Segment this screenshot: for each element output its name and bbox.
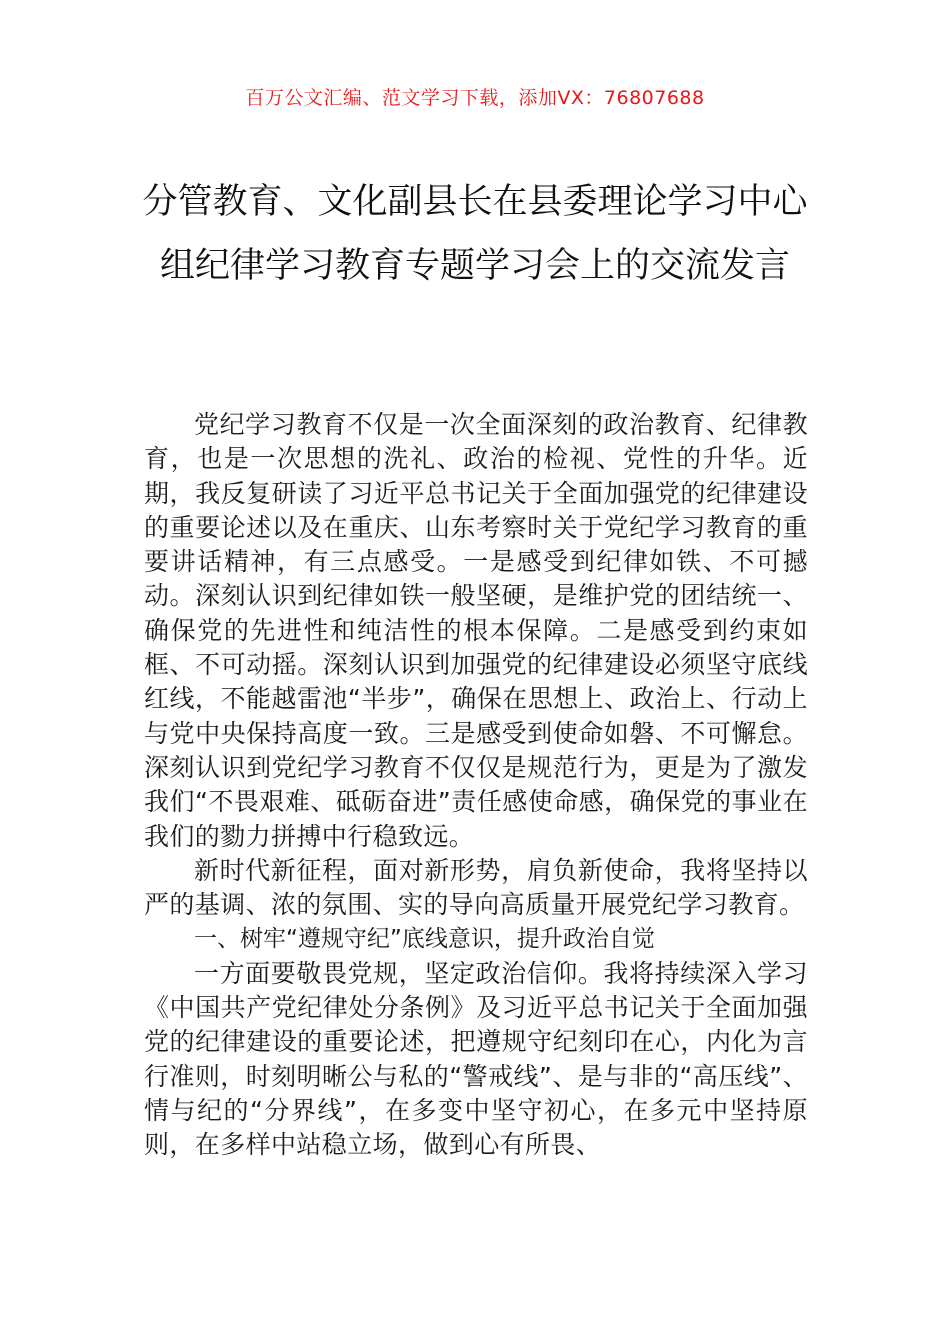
section-heading-1: 一、树牢“遵规守纪”底线意识，提升政治自觉 (194, 926, 655, 953)
paragraph-section-1: 一方面要敬畏党规，坚定政治信仰。我将持续深入学习《中国共产党纪律处分条例》及习近平总书记关于全面加强党的纪律建设的重要论述，把遵规守纪刻印在心，内化为言行准则，时刻明晰公与私的“警戒线”、是与非的“高压线”、情与纪的“分界线”，在多变中坚守初心，在多元中坚持原则，在多样中站稳立场，做到心有所畏、 (144, 958, 808, 1160)
document-body (144, 408, 808, 1163)
paragraph-new-era: 新时代新征程，面对新形势，肩负新使命，我将坚持以严的基调、浓的氛围、实的导向高质量开展党纪学习教育。 (144, 855, 808, 920)
document-title: 分管教育、文化副县长在县委理论学习中心组纪律学习教育专题学习会上的交流发言 (142, 182, 808, 286)
header-promo-note: 百万公文汇编、范文学习下载，添加VX：76807688 (245, 87, 705, 109)
paragraph-intro: 党纪学习教育不仅是一次全面深刻的政治教育、纪律教育，也是一次思想的洗礼、政治的检视、党性的升华。近期，我反复研读了习近平总书记关于全面加强党的纪律建设的重要论述以及在重庆、山东考察时关于党纪学习教育的重要讲话精神，有三点感受。一是感受到纪律如铁、不可撼动。深刻认识到纪律如铁一般坚硬，是维护党的团结统一、确保党的先进性和纯洁性的根本保障。二是感受到约束如框、不可动摇。深刻认识到加强党的纪律建设必须坚守底线红线，不能越雷池“半步”，确保在思想上、政治上、行动上与党中央保持高度一致。三是感受到使命如磐、不可懈怠。深刻认识到党纪学习教育不仅仅是规范行为，更是为了激发我们“不畏艰难、砥砺奋进”责任感使命感，确保党的事业在我们的勠力拼搏中行稳致远。 (144, 410, 808, 851)
